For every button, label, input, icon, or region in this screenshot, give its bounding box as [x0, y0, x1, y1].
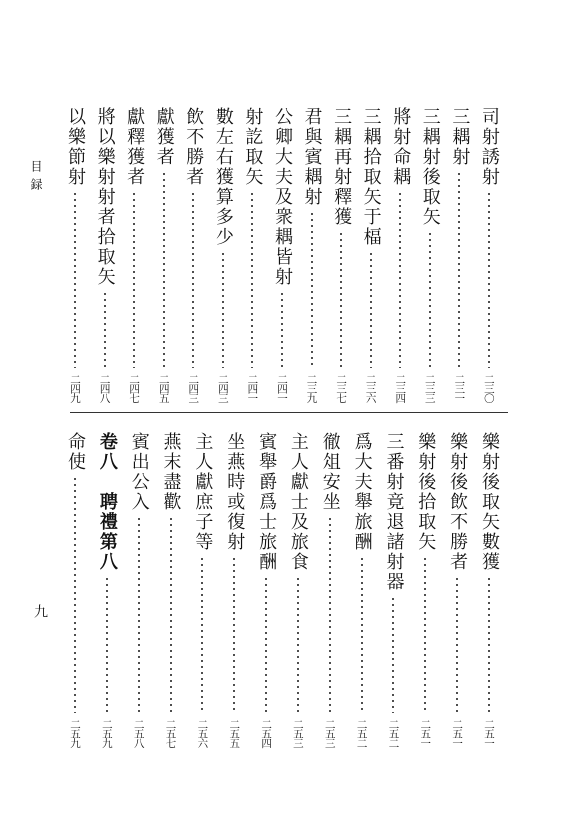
toc-entry-title: 主人獻庶子等 — [192, 432, 214, 552]
toc-entry[interactable] — [446, 107, 472, 402]
dot-leader — [458, 171, 460, 368]
toc-entry-page-number: 二五二 — [387, 718, 400, 747]
toc-entry-title: 將以樂射射者拾取矢 — [94, 107, 116, 287]
running-head: 目録 — [29, 160, 43, 196]
toc-entry-page-number: 二三四 — [394, 373, 407, 402]
toc-entry[interactable] — [62, 107, 88, 402]
toc-entry-title: 賓出公入 — [128, 432, 150, 512]
toc-entry-page-number: 二五四 — [260, 718, 273, 747]
toc-entry[interactable] — [158, 432, 184, 747]
toc-entry-page-number: 二三三 — [423, 373, 436, 402]
toc-entry[interactable] — [349, 432, 375, 747]
toc-entry-page-number: 二五九 — [69, 718, 81, 747]
toc-entry-title: 公卿大夫及衆耦皆射 — [271, 107, 293, 287]
dot-leader — [361, 556, 363, 713]
toc-entry-page-number: 二四五 — [157, 373, 170, 402]
dot-leader — [74, 476, 76, 713]
toc-entry[interactable] — [221, 432, 247, 747]
dot-leader — [265, 576, 267, 713]
toc-entry[interactable] — [444, 432, 470, 747]
dot-leader — [329, 516, 331, 713]
dot-leader — [399, 191, 401, 368]
toc-entry-title: 三耦射後取矢 — [419, 107, 441, 227]
dot-leader — [370, 251, 372, 368]
dot-leader — [170, 516, 172, 713]
dot-leader — [163, 171, 165, 368]
toc-entry-page-number: 二四一 — [275, 373, 288, 402]
toc-entry-title: 司射誘射 — [478, 107, 500, 187]
toc-entry-title: 飲不勝者 — [183, 107, 205, 187]
toc-entry[interactable] — [285, 432, 311, 747]
toc-entry-title: 獻獲者 — [153, 107, 175, 167]
toc-entry-title: 徹俎安坐 — [319, 432, 341, 512]
dot-leader — [138, 516, 140, 713]
dot-leader — [488, 576, 490, 713]
toc-entry[interactable] — [417, 107, 443, 402]
dot-leader — [424, 556, 426, 713]
toc-entry-title: 獻釋獲者 — [124, 107, 146, 187]
toc-entry[interactable] — [62, 432, 88, 747]
toc-entry-title: 將射命耦 — [390, 107, 412, 187]
toc-entry[interactable] — [317, 432, 343, 747]
toc-entry-page-number: 二五八 — [132, 718, 145, 747]
toc-entry[interactable] — [151, 107, 177, 402]
toc-entry[interactable] — [358, 107, 384, 402]
toc-entry-page-number: 二五三 — [291, 718, 304, 747]
toc-entry-title: 以樂節射 — [65, 107, 86, 187]
toc-entry[interactable] — [387, 107, 413, 402]
toc-entry-page-number: 二五三 — [323, 718, 336, 747]
toc-entry-page-number: 二三六 — [364, 373, 377, 402]
toc-entry[interactable] — [476, 432, 502, 747]
toc-lower-section — [62, 432, 502, 747]
dot-leader — [104, 291, 106, 368]
toc-upper-section — [62, 107, 502, 402]
toc-chapter-heading[interactable] — [94, 432, 120, 747]
section-divider — [70, 412, 508, 413]
toc-entry-page-number: 二三九 — [305, 373, 318, 402]
toc-entry-page-number: 二四三 — [216, 373, 229, 402]
toc-entry-page-number: 二三一 — [453, 373, 466, 402]
dot-leader — [297, 576, 299, 713]
toc-entry[interactable] — [299, 107, 325, 402]
toc-entry-page-number: 二五五 — [228, 718, 241, 747]
dot-leader — [233, 556, 235, 713]
dot-leader — [133, 191, 135, 368]
dot-leader — [251, 191, 253, 368]
page-folio: 九 — [32, 604, 48, 618]
toc-entry[interactable] — [269, 107, 295, 402]
toc-entry[interactable] — [239, 107, 265, 402]
toc-entry-title: 三耦拾取矢于楅 — [360, 107, 382, 247]
toc-entry-page-number: 二三七 — [335, 373, 348, 402]
toc-entry[interactable] — [210, 107, 236, 402]
toc-entry-page-number: 二三〇 — [482, 373, 495, 402]
dot-leader — [74, 191, 76, 368]
toc-entry[interactable] — [126, 432, 152, 747]
toc-entry-title: 燕末盡歡 — [160, 432, 182, 512]
dot-leader — [106, 576, 108, 713]
toc-entry-title: 樂射後飲不勝者 — [447, 432, 469, 572]
toc-entry-title: 三耦再射釋獲 — [331, 107, 353, 227]
toc-entry-title: 樂射後取矢數獲 — [478, 432, 500, 572]
dot-leader — [456, 576, 458, 713]
toc-entry[interactable] — [121, 107, 147, 402]
toc-entry-title: 三耦射 — [449, 107, 471, 167]
toc-entry[interactable] — [253, 432, 279, 747]
toc-entry-title: 三番射竟退諸射器 — [383, 432, 405, 592]
toc-entry[interactable] — [180, 107, 206, 402]
toc-entry[interactable] — [189, 432, 215, 747]
dot-leader — [488, 191, 490, 368]
toc-entry[interactable] — [380, 432, 406, 747]
toc-entry-page-number: 二五一 — [419, 718, 432, 747]
toc-entry-title: 射訖取矢 — [242, 107, 264, 187]
toc-entry-page-number: 二五一 — [482, 718, 495, 747]
toc-entry-title: 命使 — [65, 432, 86, 472]
dot-leader — [429, 231, 431, 368]
toc-entry-title: 數左右獲算多少 — [212, 107, 234, 247]
toc-entry[interactable] — [328, 107, 354, 402]
dot-leader — [392, 596, 394, 713]
dot-leader — [201, 556, 203, 713]
toc-entry-page-number: 二五六 — [196, 718, 209, 747]
dot-leader — [340, 231, 342, 368]
toc-entry-page-number: 二四三 — [187, 373, 200, 402]
toc-entry-title: 賓舉爵爲士旅酬 — [256, 432, 278, 572]
toc-entry[interactable] — [92, 107, 118, 402]
dot-leader — [311, 211, 313, 368]
toc-entry-page-number: 二四八 — [98, 373, 111, 402]
toc-entry[interactable] — [412, 432, 438, 747]
dot-leader — [192, 191, 194, 368]
toc-entry[interactable] — [476, 107, 502, 402]
toc-entry-title: 主人獻士及旅食 — [287, 432, 309, 572]
toc-entry-page-number: 二四一 — [246, 373, 259, 402]
toc-entry-page-number: 二四九 — [69, 373, 81, 402]
dot-leader — [281, 291, 283, 368]
toc-entry-title: 君與賓耦射 — [301, 107, 323, 207]
toc-entry-title: 樂射後拾取矢 — [415, 432, 437, 552]
toc-entry-title: 卷八 聘禮第八 — [96, 432, 118, 572]
dot-leader — [222, 251, 224, 368]
toc-entry-title: 坐燕時或復射 — [224, 432, 246, 552]
toc-entry-page-number: 二五七 — [164, 718, 177, 747]
toc-entry-page-number: 二五九 — [100, 718, 113, 747]
toc-entry-page-number: 二五一 — [451, 718, 464, 747]
toc-entry-page-number: 二五二 — [355, 718, 368, 747]
toc-entry-page-number: 二四七 — [128, 373, 141, 402]
toc-entry-title: 爲大夫舉旅酬 — [351, 432, 373, 552]
